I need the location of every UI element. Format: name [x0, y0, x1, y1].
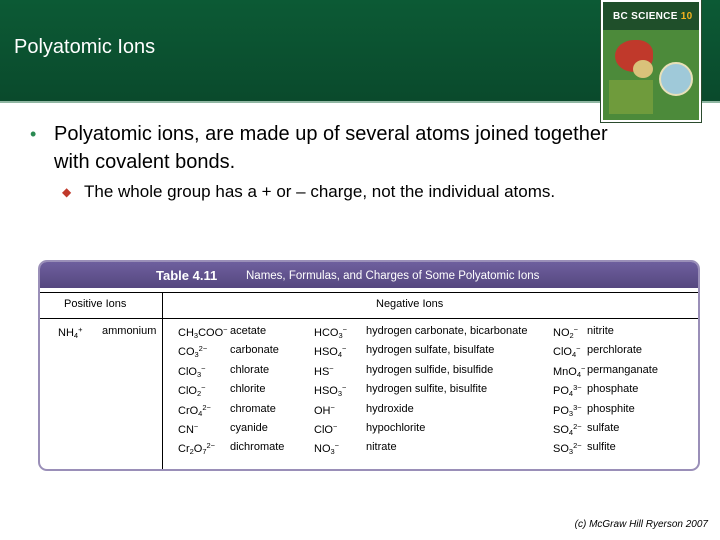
cover-brand: BC SCIENCE: [613, 11, 678, 22]
table-header-rule: [40, 318, 698, 319]
ion-formula: OH−: [314, 402, 335, 417]
textbook-cover-image: [601, 0, 701, 122]
cover-art-shell: [633, 60, 653, 78]
ion-formula: $HCO_3^-$: [314, 325, 348, 340]
ion-name: chlorate: [230, 363, 270, 376]
ion-name: sulfite: [587, 441, 616, 454]
table-title-bar: [40, 262, 698, 288]
ion-entry-negative-1-6: [314, 441, 397, 457]
ion-entry-negative-2-1: [553, 344, 643, 360]
ion-entry-negative-1-5: [314, 422, 426, 436]
ion-name: cyanide: [230, 422, 268, 434]
ion-name: permanganate: [587, 363, 658, 376]
ion-entry-negative-2-0: [553, 325, 614, 340]
ion-name: perchlorate: [587, 344, 643, 357]
ion-name: acetate: [230, 325, 267, 337]
table-label: Table 4.11: [156, 268, 218, 283]
ion-entry-negative-0-2: [178, 363, 270, 379]
ion-formula: $SO_3^{2-}$: [553, 441, 582, 457]
cover-logo: [613, 11, 693, 22]
cover-art-cell: [659, 62, 693, 96]
ion-formula: $PO_4^{3-}$: [553, 383, 582, 399]
ion-formula: ClO$_2$−: [178, 383, 206, 399]
ion-formula: $HSO_4^-$: [314, 344, 347, 360]
ion-formula: $CH_3COO^-$: [178, 325, 228, 340]
ion-name: nitrite: [587, 325, 614, 337]
ion-entry-negative-1-1: [314, 344, 495, 360]
ion-name: phosphite: [587, 402, 635, 415]
ion-name: chromate: [230, 402, 276, 415]
ion-formula: $NO_2^-$: [553, 325, 579, 340]
ion-formula: $NO_3^-$: [314, 441, 340, 457]
ion-entry-negative-0-3: [178, 383, 266, 399]
ion-entry-negative-1-2: [314, 363, 494, 378]
sub-bullet-text: The whole group has a + or – charge, not the individual atoms.: [84, 182, 556, 201]
ion-formula: MnO$_4$−: [553, 363, 586, 379]
ion-name: ammonium: [102, 325, 157, 337]
ion-formula: $PO_3^{3-}$: [553, 402, 582, 418]
ion-entry-negative-2-4: [553, 402, 635, 418]
diamond-bullet-icon: ◆: [62, 185, 72, 199]
ion-name: carbonate: [230, 344, 279, 357]
ion-formula: $CO_3^{2-}$: [178, 344, 208, 360]
ion-entry-negative-2-5: [553, 422, 620, 437]
ion-entry-negative-2-3: [553, 383, 639, 399]
polyatomic-ions-table: [38, 260, 700, 471]
header-positive-ions: Positive Ions: [64, 298, 127, 310]
ion-entry-negative-0-5: [178, 422, 268, 436]
ion-formula: $NH_4^+$: [58, 325, 83, 340]
ion-entry-negative-1-3: [314, 383, 488, 399]
bullet-dot-icon: •: [30, 124, 37, 144]
ion-name: hydrogen carbonate, bicarbonate: [366, 325, 528, 337]
ion-formula: ClO$_4$−: [553, 344, 581, 360]
ion-formula: HS−: [314, 363, 334, 378]
cover-number: 10: [680, 11, 693, 22]
ion-formula: $Cr_2O_7^{2-}$: [178, 441, 216, 457]
ion-entry-negative-2-6: [553, 441, 616, 457]
table-title: Names, Formulas, and Charges of Some Polyatomic Ions: [246, 270, 540, 282]
ion-entry-negative-2-2: [553, 363, 658, 379]
ion-name: sulfate: [587, 422, 620, 434]
ion-formula: ClO$_3$−: [178, 363, 206, 379]
cover-art-plant: [609, 80, 653, 114]
ion-entry-negative-0-0: [178, 325, 267, 340]
ion-name: chlorite: [230, 383, 266, 396]
slide-title: Polyatomic Ions: [14, 36, 156, 58]
ion-name: hydrogen sulfite, bisulfite: [366, 383, 488, 396]
ion-entry-negative-0-6: [178, 441, 285, 457]
ion-name: phosphate: [587, 383, 639, 396]
copyright-footer: (c) McGraw Hill Ryerson 2007: [574, 519, 708, 530]
ion-formula: CrO$_4^{2-}$: [178, 402, 211, 418]
ion-formula: $HSO_3^-$: [314, 383, 347, 399]
ion-entry-positive-0: [58, 325, 157, 340]
ion-name: nitrate: [366, 441, 397, 454]
ion-name: hydroxide: [366, 402, 414, 415]
ion-name: hypochlorite: [366, 422, 426, 434]
header-negative-ions: Negative Ions: [376, 298, 444, 310]
column-divider: [162, 292, 163, 469]
ion-name: hydrogen sulfide, bisulfide: [366, 363, 494, 376]
ion-formula: CN−: [178, 422, 199, 436]
ion-name: dichromate: [230, 441, 285, 454]
main-bullet-text: Polyatomic ions, are made up of several atoms joined together with covalent bonds.: [54, 123, 608, 173]
ion-entry-negative-0-1: [178, 344, 279, 360]
ion-formula: $SO_4^{2-}$: [553, 422, 582, 437]
ion-entry-negative-1-0: [314, 325, 528, 340]
ion-name: hydrogen sulfate, bisulfate: [366, 344, 495, 357]
ion-entry-negative-1-4: [314, 402, 414, 417]
ion-entry-negative-0-4: [178, 402, 276, 418]
table-top-rule: [40, 292, 698, 293]
ion-formula: ClO−: [314, 422, 338, 436]
